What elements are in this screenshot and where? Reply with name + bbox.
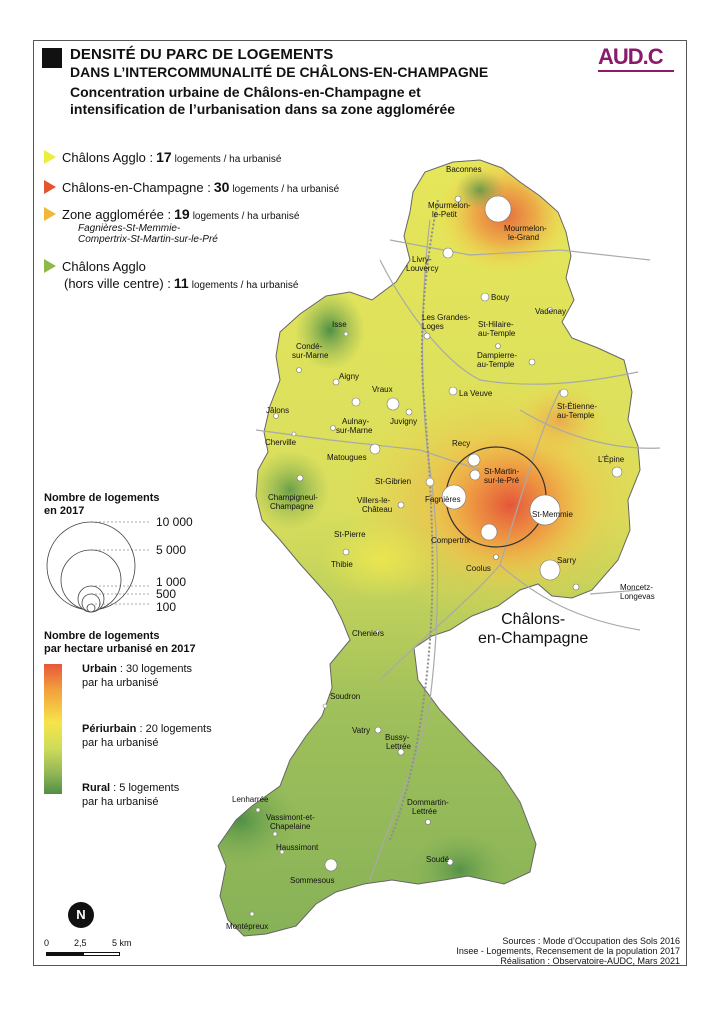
label-jalons: Jâlons: [266, 406, 290, 415]
label-bussy-lettree: Bussy-Lettrée: [385, 733, 411, 751]
north-arrow-icon: N: [68, 902, 94, 928]
label-conde-sur-marne: Condé-sur-Marne: [292, 342, 329, 360]
stat-hors-ville: Châlons Agglo: [44, 257, 146, 274]
density-legend-title-1: Nombre de logements: [44, 630, 160, 642]
label-l-epine: L’Épine: [598, 455, 625, 464]
density-legend-title-2: par hectare urbanisé en 2017: [44, 643, 196, 655]
label-montepreux: Montépreux: [226, 922, 269, 931]
label-soude: Soudé: [426, 855, 450, 864]
label-sarry: Sarry: [557, 556, 577, 565]
label-dampierre-au-temple: Dampierre-au-Temple: [477, 351, 518, 369]
stat-chalons-ville: Châlons-en-Champagne : 30 logements / ha urbanisé: [44, 178, 339, 195]
label-dommartin-lettree: Dommartin-Lettrée: [407, 798, 449, 816]
label-juvigny: Juvigny: [390, 417, 418, 426]
label-vatry: Vatry: [352, 726, 371, 735]
ramp-label-periurbain: Périurbain : 20 logements: [82, 723, 212, 735]
scale-bar: [46, 952, 120, 956]
size-legend-500: 500: [156, 587, 177, 601]
ramp-label-urbain: Urbain : 30 logements: [82, 663, 193, 675]
label-st-pierre: St-Pierre: [334, 530, 366, 539]
label-les-grandes-loges: Les Grandes-Loges: [422, 313, 471, 331]
label-cheniers: Cheniers: [352, 629, 385, 638]
ramp-label-periurbain-2: par ha urbanisé: [82, 737, 159, 749]
size-legend-1000: 1 000: [156, 575, 187, 589]
label-fagnieres: Fagnières: [425, 495, 461, 504]
label-soudron: Soudron: [330, 692, 361, 701]
scale-tick-5: 5 km: [112, 938, 132, 948]
label-haussimont: Haussimont: [276, 843, 319, 852]
label-compertrix: Compertrix: [431, 536, 471, 545]
source-line-2: Insee - Logements, Recensement de la population 2017: [456, 946, 680, 956]
label-st-gibrien: St-Gibrien: [375, 477, 412, 486]
size-legend-100: 100: [156, 600, 177, 614]
label-lenharree: Lenharrée: [232, 795, 269, 804]
label-livry-louvercy: Livry-Louvercy: [406, 255, 439, 273]
label-vraux: Vraux: [372, 385, 393, 394]
label-coolus: Coolus: [466, 564, 491, 573]
ramp-label-rural: Rural : 5 logements: [82, 782, 180, 794]
label-bouy: Bouy: [491, 293, 510, 302]
label-st-martin-sur-le-pre: St-Martin-sur-le-Pré: [484, 467, 520, 485]
audc-logo: AUD.C: [598, 44, 663, 69]
title-line-1: DENSITÉ DU PARC DE LOGEMENTS: [70, 46, 334, 63]
chalons-city-label: Châlons- en-Champagne: [478, 611, 589, 647]
label-recy: Recy: [452, 439, 471, 448]
label-villers-le-chateau: Villers-le-Château: [357, 496, 393, 514]
label-aigny: Aigny: [339, 372, 360, 381]
label-st-hilaire-au-temple: St-Hilaire-au-Temple: [478, 320, 516, 338]
subtitle-line-1: Concentration urbaine de Châlons-en-Champagne et: [70, 84, 421, 100]
label-isse: Isse: [332, 320, 347, 329]
title-line-2: DANS L’INTERCOMMUNALITÉ DE CHÂLONS-EN-CHAMPAGNE: [70, 64, 489, 80]
ramp-label-rural-2: par ha urbanisé: [82, 796, 159, 808]
label-aulnay-sur-marne: Aulnay-sur-Marne: [336, 417, 373, 435]
stat-hors-ville-line2: (hors ville centre) : 11 logements / ha urbanisé: [64, 275, 299, 291]
stat-zone-note-1: Fagnières-St-Memmie-: [78, 223, 181, 234]
source-line-1: Sources : Mode d’Occupation des Sols 2016: [502, 936, 680, 946]
label-st-etienne-au-temple: St-Étienne-au-Temple: [557, 402, 598, 420]
ramp-label-urbain-2: par ha urbanisé: [82, 677, 159, 689]
label-mourmelon-le-petit: Mourmelon-le-Petit: [428, 201, 471, 219]
label-cherville: Cherville: [265, 438, 297, 447]
stat-zone-agglomeree: Zone agglomérée : 19 logements / ha urbanisé: [44, 205, 299, 222]
scale-tick-0: 0: [44, 938, 50, 948]
label-baconnes: Baconnes: [446, 165, 482, 174]
label-vadenay: Vadenay: [535, 307, 566, 316]
label-st-memmie: St-Memmie: [532, 510, 573, 519]
label-champigneul-champagne: Champigneul-Champagne: [268, 493, 318, 511]
size-legend-5000: 5 000: [156, 543, 187, 557]
size-legend-10000: 10 000: [156, 515, 193, 529]
label-thibie: Thibie: [331, 560, 353, 569]
size-legend-title-1: Nombre de logements: [44, 492, 160, 504]
source-line-3: Réalisation : Observatoire-AUDC, Mars 2021: [500, 956, 680, 966]
size-legend-circles: [47, 522, 135, 612]
size-legend-title-2: en 2017: [44, 505, 85, 517]
label-vassimont-et-chapelaine: Vassimont-et-Chapelaine: [266, 813, 315, 831]
stat-chalons-agglo: Châlons Agglo : 17 logements / ha urbanisé: [44, 148, 281, 165]
label-sommesous: Sommesous: [290, 876, 335, 885]
scale-tick-2-5: 2,5: [74, 938, 87, 948]
label-mourmelon-le-grand: Mourmelon-le-Grand: [504, 224, 547, 242]
subtitle-line-2: intensification de l’urbanisation dans sa zone agglomérée: [70, 101, 456, 117]
label-matougues: Matougues: [327, 453, 367, 462]
label-moncetz-longevas: Moncetz-Longevas: [620, 583, 655, 601]
label-la-veuve: La Veuve: [459, 389, 493, 398]
density-color-ramp: [44, 664, 62, 794]
stat-zone-note-2: Compertrix-St-Martin-sur-le-Pré: [78, 234, 218, 245]
